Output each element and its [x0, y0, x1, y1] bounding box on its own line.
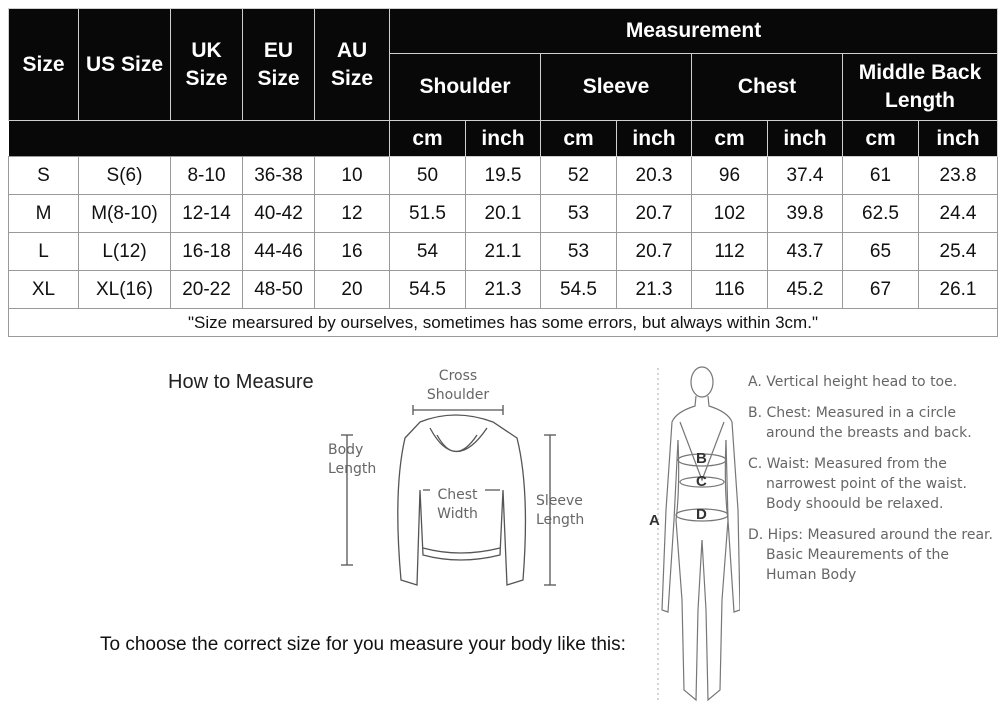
table-cell: 53 [541, 233, 617, 271]
unit-cm: cm [541, 121, 617, 157]
table-cell: 40-42 [243, 195, 315, 233]
label-b: B [696, 450, 707, 467]
table-cell: 8-10 [171, 157, 243, 195]
table-cell: 43.7 [768, 233, 843, 271]
table-note: "Size mearsured by ourselves, sometimes has some errors, but always within 3cm." [9, 309, 998, 337]
table-cell: 12 [315, 195, 390, 233]
header-size: Size [9, 9, 79, 121]
table-cell: 102 [692, 195, 768, 233]
table-cell: 36-38 [243, 157, 315, 195]
cross-shoulder-label: Cross Shoulder [426, 368, 490, 403]
table-cell: 16-18 [171, 233, 243, 271]
table-cell: 54.5 [541, 271, 617, 309]
table-cell: 20-22 [171, 271, 243, 309]
table-cell: L(12) [79, 233, 171, 271]
table-cell: 21.1 [466, 233, 541, 271]
note-a: A. Vertical height head to toe. [748, 374, 958, 390]
table-row [9, 233, 998, 271]
table-cell: 65 [843, 233, 919, 271]
table-cell: 37.4 [768, 157, 843, 195]
table-cell: 39.8 [768, 195, 843, 233]
table-cell: 16 [315, 233, 390, 271]
table-cell: 21.3 [466, 271, 541, 309]
unit-inch: inch [617, 121, 692, 157]
header-middle-back-length: Middle Back Length [843, 54, 998, 121]
note-d: D. Hips: Measured around the rear. Basic Meaurements of the Human Body [748, 527, 993, 583]
table-cell: 24.4 [919, 195, 998, 233]
table-cell: 45.2 [768, 271, 843, 309]
table-row [9, 195, 998, 233]
table-cell: 53 [541, 195, 617, 233]
note-c: C. Waist: Measured from the narrowest point of the waist. Body shoould be relaxed. [748, 456, 967, 512]
table-cell: S(6) [79, 157, 171, 195]
header-uk-size: UK Size [171, 9, 243, 121]
measure-instruction: To choose the correct size for you measure your body like this: [100, 634, 626, 655]
table-cell: 50 [390, 157, 466, 195]
header-au-size: AU Size [315, 9, 390, 121]
table-cell: 20.7 [617, 233, 692, 271]
table-cell: 44-46 [243, 233, 315, 271]
table-cell: 26.1 [919, 271, 998, 309]
table-cell: 48-50 [243, 271, 315, 309]
table-cell: 20.3 [617, 157, 692, 195]
table-cell: S [9, 157, 79, 195]
table-cell: XL(16) [79, 271, 171, 309]
unit-inch: inch [466, 121, 541, 157]
note-b: B. Chest: Measured in a circle around the breasts and back. [748, 405, 972, 441]
unit-inch: inch [919, 121, 998, 157]
label-d: D [696, 506, 707, 523]
table-row [9, 271, 998, 309]
size-chart-table [8, 8, 998, 337]
unit-cm: cm [843, 121, 919, 157]
header-sleeve: Sleeve [541, 54, 692, 121]
table-cell: 61 [843, 157, 919, 195]
table-cell: XL [9, 271, 79, 309]
header-eu-size: EU Size [243, 9, 315, 121]
table-cell: 20 [315, 271, 390, 309]
table-cell: 21.3 [617, 271, 692, 309]
table-cell: L [9, 233, 79, 271]
table-cell: 52 [541, 157, 617, 195]
table-row [9, 157, 998, 195]
table-cell: 112 [692, 233, 768, 271]
table-cell: 51.5 [390, 195, 466, 233]
header-us-size: US Size [79, 9, 171, 121]
table-cell: M(8-10) [79, 195, 171, 233]
unit-inch: inch [768, 121, 843, 157]
table-cell: M [9, 195, 79, 233]
sleeve-length-label: Sleeve Length [536, 493, 585, 528]
header-measurement: Measurement [390, 9, 998, 54]
table-cell: 10 [315, 157, 390, 195]
table-cell: 62.5 [843, 195, 919, 233]
table-cell: 20.1 [466, 195, 541, 233]
how-to-measure-title: How to Measure [168, 371, 314, 393]
table-cell: 12-14 [171, 195, 243, 233]
label-a: A [649, 512, 660, 529]
label-c: C [696, 473, 707, 490]
table-cell: 23.8 [919, 157, 998, 195]
table-cell: 67 [843, 271, 919, 309]
table-cell: 20.7 [617, 195, 692, 233]
chest-width-label: Chest Width [430, 486, 485, 524]
size-rows [9, 157, 998, 309]
table-cell: 19.5 [466, 157, 541, 195]
body-length-label: Body Length [328, 442, 377, 477]
body-figure-icon [640, 360, 740, 712]
header-shoulder: Shoulder [390, 54, 541, 121]
table-cell: 116 [692, 271, 768, 309]
table-cell: 25.4 [919, 233, 998, 271]
header-chest: Chest [692, 54, 843, 121]
table-cell: 54 [390, 233, 466, 271]
unit-cm: cm [390, 121, 466, 157]
table-cell: 54.5 [390, 271, 466, 309]
measurement-notes [748, 372, 998, 596]
unit-cm: cm [692, 121, 768, 157]
table-cell: 96 [692, 157, 768, 195]
